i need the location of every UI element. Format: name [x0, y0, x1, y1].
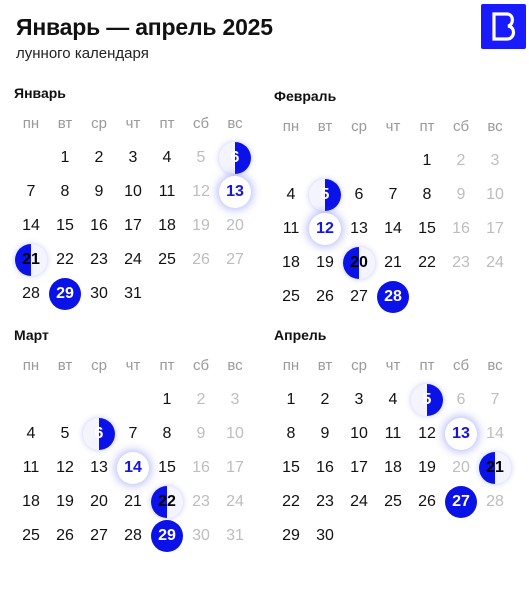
day-number: 10 — [350, 425, 368, 442]
day-cell[interactable] — [14, 521, 48, 551]
day-number: 8 — [286, 425, 296, 442]
day-cell[interactable] — [48, 177, 82, 207]
day-cell[interactable] — [410, 180, 444, 210]
day-cell[interactable] — [48, 143, 82, 173]
day-cell[interactable] — [274, 214, 308, 244]
day-cell[interactable] — [82, 419, 116, 449]
day-number: 24 — [350, 493, 368, 510]
day-cell[interactable] — [116, 521, 150, 551]
day-number: 12 — [192, 183, 210, 200]
day-number: 13 — [90, 459, 108, 476]
day-number: 2 — [94, 149, 104, 166]
weekday-header: пн — [282, 357, 300, 374]
day-cell[interactable] — [274, 385, 308, 415]
day-cell[interactable] — [150, 453, 184, 483]
weekday-header: сб — [192, 357, 210, 374]
day-number: 20 — [90, 493, 108, 510]
day-cell[interactable] — [274, 180, 308, 210]
day-cell[interactable] — [376, 385, 410, 415]
day-number: 3 — [490, 152, 500, 169]
day-cell[interactable] — [150, 419, 184, 449]
month-title: Март — [14, 327, 49, 343]
day-cell[interactable] — [14, 211, 48, 241]
day-number: 2 — [456, 152, 466, 169]
day-cell[interactable] — [82, 245, 116, 275]
day-number: 16 — [452, 220, 470, 237]
day-cell[interactable] — [274, 521, 308, 551]
day-number: 18 — [158, 217, 176, 234]
day-cell[interactable] — [82, 521, 116, 551]
day-number: 26 — [316, 288, 334, 305]
day-number: 29 — [158, 527, 176, 544]
day-cell[interactable] — [218, 487, 252, 517]
day-cell[interactable] — [410, 146, 444, 176]
day-number: 11 — [384, 425, 402, 442]
day-number: 3 — [354, 391, 364, 408]
day-cell[interactable] — [478, 146, 512, 176]
weekday-header: пн — [22, 357, 40, 374]
day-cell[interactable] — [82, 279, 116, 309]
day-cell[interactable] — [410, 214, 444, 244]
weekday-header: ср — [351, 357, 367, 374]
day-cell[interactable] — [48, 245, 82, 275]
day-cell[interactable] — [184, 385, 218, 415]
day-cell[interactable] — [184, 245, 218, 275]
day-cell[interactable] — [82, 453, 116, 483]
day-number: 23 — [452, 254, 470, 271]
day-cell[interactable] — [48, 211, 82, 241]
day-cell[interactable] — [150, 177, 184, 207]
month-title: Январь — [14, 85, 66, 101]
day-cell[interactable] — [14, 487, 48, 517]
day-cell[interactable] — [478, 453, 512, 483]
weekday-header: пт — [419, 357, 435, 374]
day-number: 20 — [452, 459, 470, 476]
day-cell[interactable] — [14, 419, 48, 449]
day-cell[interactable] — [274, 419, 308, 449]
day-cell[interactable] — [116, 279, 150, 309]
day-number: 19 — [56, 493, 74, 510]
weekday-header: сб — [452, 118, 470, 135]
day-number: 1 — [162, 391, 172, 408]
day-number: 17 — [350, 459, 368, 476]
day-number: 18 — [384, 459, 402, 476]
day-cell[interactable] — [444, 214, 478, 244]
day-number: 1 — [60, 149, 70, 166]
day-number: 3 — [128, 149, 138, 166]
day-number: 22 — [282, 493, 300, 510]
day-number: 18 — [22, 493, 40, 510]
weekday-header: вт — [57, 115, 73, 132]
day-number: 22 — [158, 493, 176, 510]
day-number: 27 — [90, 527, 108, 544]
day-number: 14 — [22, 217, 40, 234]
day-number: 15 — [282, 459, 300, 476]
day-cell[interactable] — [82, 177, 116, 207]
day-cell[interactable] — [444, 487, 478, 517]
weekday-header: чт — [385, 357, 401, 374]
day-number: 6 — [456, 391, 466, 408]
day-cell[interactable] — [48, 279, 82, 309]
day-cell[interactable] — [14, 177, 48, 207]
day-cell[interactable] — [116, 143, 150, 173]
day-number: 28 — [384, 288, 402, 305]
day-number: 13 — [226, 183, 244, 200]
weekday-header: ср — [351, 118, 367, 135]
day-cell[interactable] — [376, 282, 410, 312]
day-number: 23 — [192, 493, 210, 510]
day-number: 10 — [124, 183, 142, 200]
weekday-header: вт — [317, 357, 333, 374]
month-title: Апрель — [274, 327, 327, 343]
day-number: 12 — [316, 220, 334, 237]
day-cell[interactable] — [218, 385, 252, 415]
day-number: 5 — [320, 186, 330, 203]
day-number: 27 — [226, 251, 244, 268]
day-cell[interactable] — [150, 211, 184, 241]
day-number: 30 — [90, 285, 108, 302]
day-cell[interactable] — [48, 419, 82, 449]
day-cell[interactable] — [342, 248, 376, 278]
weekday-header: чт — [125, 115, 141, 132]
day-number: 7 — [490, 391, 500, 408]
day-number: 20 — [350, 254, 368, 271]
day-number: 12 — [56, 459, 74, 476]
weekday-header: пт — [159, 115, 175, 132]
day-number: 16 — [90, 217, 108, 234]
day-cell[interactable] — [14, 279, 48, 309]
day-cell[interactable] — [82, 487, 116, 517]
day-number: 5 — [196, 149, 206, 166]
day-number: 28 — [486, 493, 504, 510]
day-cell[interactable] — [14, 453, 48, 483]
day-number: 1 — [422, 152, 432, 169]
day-number: 11 — [282, 220, 300, 237]
day-number: 26 — [418, 493, 436, 510]
weekday-header: пн — [282, 118, 300, 135]
day-number: 24 — [226, 493, 244, 510]
day-cell[interactable] — [308, 453, 342, 483]
day-cell[interactable] — [48, 453, 82, 483]
day-cell[interactable] — [82, 211, 116, 241]
day-number: 4 — [26, 425, 36, 442]
weekday-header: сб — [452, 357, 470, 374]
day-cell[interactable] — [48, 487, 82, 517]
day-number: 25 — [384, 493, 402, 510]
day-cell[interactable] — [410, 487, 444, 517]
day-number: 8 — [422, 186, 432, 203]
day-cell[interactable] — [376, 214, 410, 244]
day-number: 14 — [384, 220, 402, 237]
day-cell[interactable] — [444, 180, 478, 210]
weekday-header: пн — [22, 115, 40, 132]
day-cell[interactable] — [342, 419, 376, 449]
day-number: 17 — [226, 459, 244, 476]
day-cell[interactable] — [308, 180, 342, 210]
day-cell[interactable] — [150, 143, 184, 173]
day-number: 3 — [230, 391, 240, 408]
day-cell[interactable] — [274, 487, 308, 517]
day-number: 14 — [486, 425, 504, 442]
day-cell[interactable] — [308, 521, 342, 551]
day-cell[interactable] — [478, 214, 512, 244]
day-number: 6 — [354, 186, 364, 203]
day-cell[interactable] — [342, 214, 376, 244]
day-number: 31 — [226, 527, 244, 544]
day-number: 19 — [316, 254, 334, 271]
day-number: 25 — [282, 288, 300, 305]
day-cell[interactable] — [116, 419, 150, 449]
day-number: 13 — [350, 220, 368, 237]
day-number: 11 — [22, 459, 40, 476]
month-title: Февраль — [274, 88, 337, 104]
day-cell[interactable] — [410, 419, 444, 449]
day-number: 11 — [158, 183, 176, 200]
day-cell[interactable] — [342, 180, 376, 210]
weekday-header: вс — [487, 118, 503, 135]
day-cell[interactable] — [218, 143, 252, 173]
day-number: 25 — [158, 251, 176, 268]
day-cell[interactable] — [184, 177, 218, 207]
day-cell[interactable] — [478, 248, 512, 278]
day-number: 7 — [128, 425, 138, 442]
day-number: 27 — [350, 288, 368, 305]
day-number: 24 — [124, 251, 142, 268]
day-number: 17 — [124, 217, 142, 234]
day-cell[interactable] — [218, 211, 252, 241]
day-cell[interactable] — [218, 177, 252, 207]
day-cell[interactable] — [184, 143, 218, 173]
day-number: 4 — [388, 391, 398, 408]
day-number: 9 — [196, 425, 206, 442]
day-number: 31 — [124, 285, 142, 302]
day-cell[interactable] — [150, 487, 184, 517]
day-cell[interactable] — [274, 453, 308, 483]
day-number: 28 — [22, 285, 40, 302]
day-number: 24 — [486, 254, 504, 271]
day-cell[interactable] — [376, 248, 410, 278]
day-cell[interactable] — [376, 453, 410, 483]
day-cell[interactable] — [308, 419, 342, 449]
weekday-header: пт — [419, 118, 435, 135]
day-number: 12 — [418, 425, 436, 442]
day-number: 1 — [286, 391, 296, 408]
page-title: Январь — апрель 2025 — [16, 14, 273, 40]
day-cell[interactable] — [218, 521, 252, 551]
day-cell[interactable] — [308, 248, 342, 278]
day-cell[interactable] — [218, 453, 252, 483]
weekday-header: ср — [91, 115, 107, 132]
day-cell[interactable] — [444, 385, 478, 415]
day-cell[interactable] — [308, 214, 342, 244]
day-cell[interactable] — [274, 248, 308, 278]
weekday-header: вс — [227, 115, 243, 132]
day-cell[interactable] — [184, 419, 218, 449]
day-cell[interactable] — [48, 521, 82, 551]
day-cell[interactable] — [410, 385, 444, 415]
day-number: 26 — [56, 527, 74, 544]
day-number: 29 — [282, 527, 300, 544]
day-cell[interactable] — [308, 487, 342, 517]
day-cell[interactable] — [342, 487, 376, 517]
day-cell[interactable] — [410, 453, 444, 483]
day-cell[interactable] — [444, 248, 478, 278]
day-number: 15 — [158, 459, 176, 476]
day-cell[interactable] — [274, 282, 308, 312]
day-number: 23 — [90, 251, 108, 268]
day-number: 6 — [230, 149, 240, 166]
day-number: 10 — [226, 425, 244, 442]
day-number: 9 — [94, 183, 104, 200]
day-number: 30 — [316, 527, 334, 544]
day-cell[interactable] — [308, 282, 342, 312]
weekday-header: вт — [317, 118, 333, 135]
day-number: 2 — [196, 391, 206, 408]
day-number: 7 — [26, 183, 36, 200]
day-cell[interactable] — [184, 521, 218, 551]
day-cell[interactable] — [342, 385, 376, 415]
day-cell[interactable] — [150, 385, 184, 415]
day-number: 4 — [286, 186, 296, 203]
day-cell[interactable] — [116, 487, 150, 517]
weekday-header: ср — [91, 357, 107, 374]
day-cell[interactable] — [376, 419, 410, 449]
day-number: 9 — [320, 425, 330, 442]
day-number: 13 — [452, 425, 470, 442]
day-cell[interactable] — [444, 146, 478, 176]
day-number: 14 — [124, 459, 142, 476]
day-number: 17 — [486, 220, 504, 237]
day-cell[interactable] — [376, 180, 410, 210]
day-number: 19 — [192, 217, 210, 234]
day-number: 6 — [94, 425, 104, 442]
day-cell[interactable] — [116, 211, 150, 241]
day-cell[interactable] — [218, 245, 252, 275]
day-number: 21 — [486, 459, 504, 476]
day-number: 8 — [60, 183, 70, 200]
day-number: 8 — [162, 425, 172, 442]
day-cell[interactable] — [478, 487, 512, 517]
day-number: 18 — [282, 254, 300, 271]
day-cell[interactable] — [376, 487, 410, 517]
day-cell[interactable] — [184, 453, 218, 483]
day-cell[interactable] — [342, 282, 376, 312]
weekday-header: сб — [192, 115, 210, 132]
day-cell[interactable] — [14, 245, 48, 275]
day-number: 29 — [56, 285, 74, 302]
day-cell[interactable] — [150, 245, 184, 275]
day-number: 27 — [452, 493, 470, 510]
weekday-header: вт — [57, 357, 73, 374]
weekday-header: вс — [227, 357, 243, 374]
day-number: 23 — [316, 493, 334, 510]
day-cell[interactable] — [342, 453, 376, 483]
day-cell[interactable] — [116, 453, 150, 483]
day-number: 7 — [388, 186, 398, 203]
day-cell[interactable] — [444, 453, 478, 483]
weekday-header: вс — [487, 357, 503, 374]
day-cell[interactable] — [150, 521, 184, 551]
day-cell[interactable] — [478, 419, 512, 449]
day-cell[interactable] — [116, 177, 150, 207]
day-number: 15 — [418, 220, 436, 237]
brand-logo-icon[interactable] — [481, 4, 526, 49]
weekday-header: пт — [159, 357, 175, 374]
day-number: 22 — [418, 254, 436, 271]
day-cell[interactable] — [218, 419, 252, 449]
day-number: 4 — [162, 149, 172, 166]
day-cell[interactable] — [184, 211, 218, 241]
weekday-header: чт — [385, 118, 401, 135]
day-cell[interactable] — [410, 248, 444, 278]
day-cell[interactable] — [116, 245, 150, 275]
day-number: 10 — [486, 186, 504, 203]
day-number: 21 — [384, 254, 402, 271]
day-cell[interactable] — [308, 385, 342, 415]
day-number: 16 — [316, 459, 334, 476]
day-number: 20 — [226, 217, 244, 234]
day-number: 21 — [22, 251, 40, 268]
page-subtitle: лунного календаря — [16, 45, 149, 62]
day-cell[interactable] — [184, 487, 218, 517]
day-cell[interactable] — [444, 419, 478, 449]
day-number: 5 — [422, 391, 432, 408]
day-cell[interactable] — [478, 385, 512, 415]
weekday-header: чт — [125, 357, 141, 374]
day-number: 26 — [192, 251, 210, 268]
day-number: 22 — [56, 251, 74, 268]
day-cell[interactable] — [82, 143, 116, 173]
day-number: 15 — [56, 217, 74, 234]
day-number: 16 — [192, 459, 210, 476]
day-number: 9 — [456, 186, 466, 203]
day-number: 25 — [22, 527, 40, 544]
day-number: 2 — [320, 391, 330, 408]
day-number: 28 — [124, 527, 142, 544]
day-number: 21 — [124, 493, 142, 510]
day-number: 30 — [192, 527, 210, 544]
day-number: 5 — [60, 425, 70, 442]
day-cell[interactable] — [478, 180, 512, 210]
day-number: 19 — [418, 459, 436, 476]
